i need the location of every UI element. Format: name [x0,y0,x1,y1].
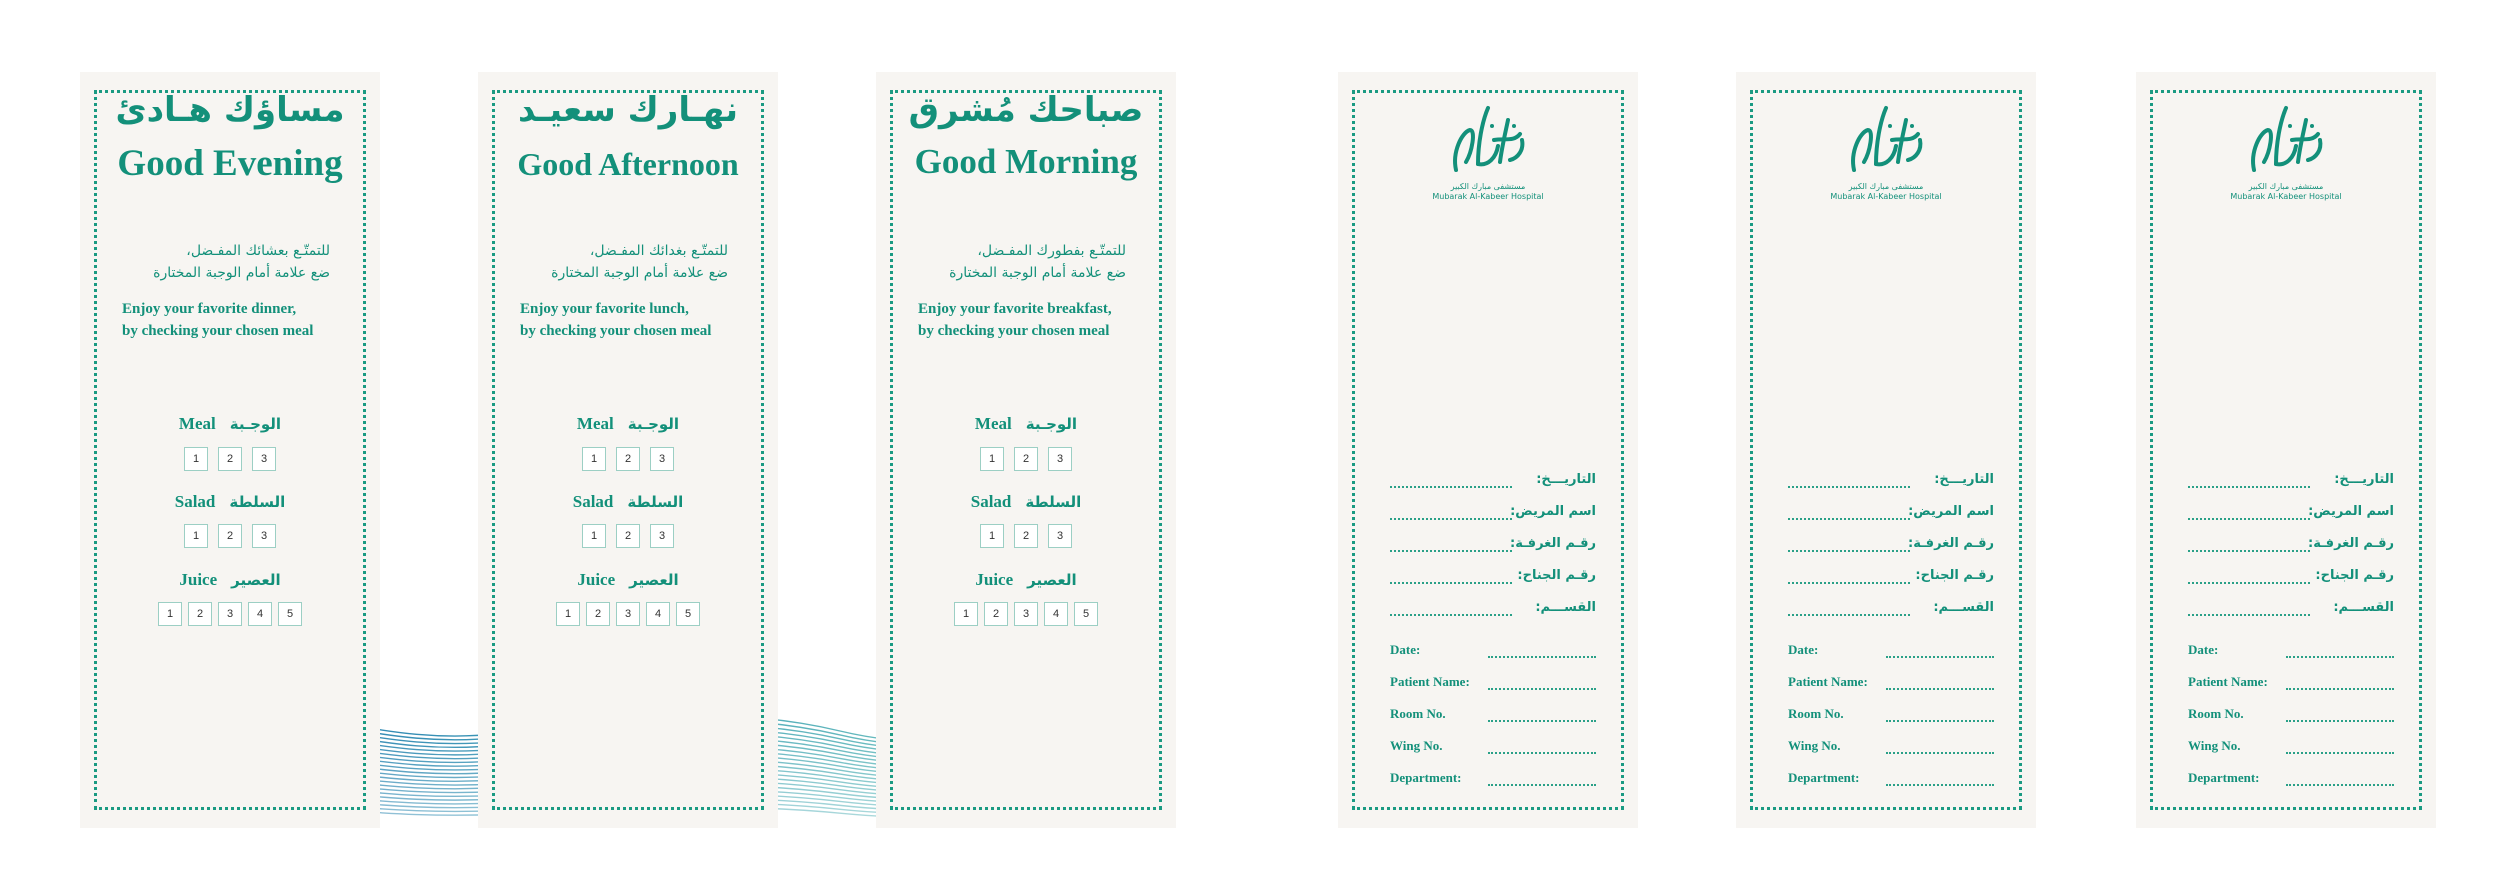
salad-options [478,524,778,548]
logo-subtitle-ar: مستشفى مبارك الكبير [1450,182,1526,191]
hospital-logo [1736,100,2036,202]
juice-option-4[interactable]: 4 [1044,602,1068,626]
card-title-en: Good Evening [117,143,343,184]
field-label-en: Room No. [1788,706,1844,721]
field-input-line-ar[interactable] [1788,486,1910,488]
field-input-line-ar[interactable] [1390,486,1512,488]
calligraphy-logo-icon [1448,100,1528,178]
logo-subtitle-en: Mubarak Al-Kabeer Hospital [2230,192,2342,201]
juice-option-2[interactable]: 2 [188,602,212,626]
juice-option-2[interactable]: 2 [586,602,610,626]
meal-option-2[interactable]: 2 [1014,447,1038,471]
hospital-logo [2136,100,2436,202]
field-label-en: Room No. [1390,706,1446,721]
field-label-en: Date: [2188,642,2219,657]
salad-option-3[interactable]: 3 [252,524,276,548]
card-title-ar: صباحك مُشرق [908,90,1144,130]
instruction-ar: للتمتّـع بعشائك المفـضل، ضع علامة أمام الوجبة المختارة [153,243,330,281]
card-title-ar: نهـارك سعيـد [518,90,738,130]
juice-label: Juice العصير [179,570,281,589]
salad-label: Salad السلطة [572,492,684,511]
field-label-en: Date: [1390,642,1421,657]
field-label-en: Department: [1788,770,1860,785]
field-input-line-en[interactable] [2286,784,2394,786]
field-input-line-ar[interactable] [1788,582,1910,584]
salad-options [876,524,1176,548]
menu-card-evening [80,72,380,828]
field-label-en: Patient Name: [2188,674,2268,689]
instruction-ar: للتمتّـع بغدائك المفـضل، ضع علامة أمام الوجبة المختارة [551,243,728,281]
field-label-ar: التاريـــخ: [1536,472,1596,487]
meal-option-1[interactable]: 1 [980,447,1004,471]
calligraphy-logo-icon [1846,100,1926,178]
meal-option-2[interactable]: 2 [218,447,242,471]
juice-option-5[interactable]: 5 [278,602,302,626]
logo-subtitle-en: Mubarak Al-Kabeer Hospital [1432,192,1544,201]
logo-subtitle-en: Mubarak Al-Kabeer Hospital [1830,192,1942,201]
menu-card-morning [876,72,1176,828]
field-input-line-en[interactable] [1488,784,1596,786]
field-input-line-ar[interactable] [1390,550,1512,552]
field-input-line-en[interactable] [1488,688,1596,690]
instruction-ar: للتمتّـع بفطورك المفـضل، ضع علامة أمام الوجبة المختارة [949,243,1126,281]
juice-option-1[interactable]: 1 [556,602,580,626]
instruction-en: Enjoy your favorite lunch, by checking your chosen meal [520,301,712,339]
field-label-ar: رقـم الغرفـة: [1510,536,1596,551]
field-input-line-ar[interactable] [1788,614,1910,616]
field-label-ar: التاريـــخ: [1934,472,1994,487]
field-input-line-ar[interactable] [1788,518,1910,520]
field-input-line-en[interactable] [1886,720,1994,722]
salad-option-3[interactable]: 3 [650,524,674,548]
field-label-en: Department: [2188,770,2260,785]
field-label-ar: القســـم: [1933,600,1994,615]
field-input-line-en[interactable] [1488,720,1596,722]
field-label-ar: القســـم: [1535,600,1596,615]
field-label-ar: اسم المريض: [2308,504,2394,519]
meal-option-1[interactable]: 1 [582,447,606,471]
logo-subtitle-ar: مستشفى مبارك الكبير [2248,182,2324,191]
meal-options [478,447,778,471]
field-input-line-ar[interactable] [2188,486,2310,488]
salad-option-2[interactable]: 2 [218,524,242,548]
juice-option-1[interactable]: 1 [158,602,182,626]
salad-label: Salad السلطة [174,492,286,511]
field-input-line-ar[interactable] [1390,518,1512,520]
salad-option-1[interactable]: 1 [980,524,1004,548]
juice-options [478,602,778,626]
meal-label: Meal الوجـبة [178,414,282,433]
meal-label: Meal الوجـبة [576,414,680,433]
calligraphy-logo-icon [2246,100,2326,178]
salad-option-3[interactable]: 3 [1048,524,1072,548]
field-label-en: Wing No. [1390,738,1443,753]
salad-option-2[interactable]: 2 [1014,524,1038,548]
juice-option-4[interactable]: 4 [248,602,272,626]
field-input-line-en[interactable] [2286,656,2394,658]
field-input-line-ar[interactable] [2188,614,2310,616]
card-title-ar: مساؤك هـادئ [115,90,345,130]
juice-label: Juice العصير [975,570,1077,589]
card-title-en: Good Afternoon [517,146,739,182]
patient-info-card [1338,72,1638,828]
field-label-en: Date: [1788,642,1819,657]
salad-label: Salad السلطة [970,492,1082,511]
juice-label: Juice العصير [577,570,679,589]
field-input-line-en[interactable] [2286,752,2394,754]
juice-option-4[interactable]: 4 [646,602,670,626]
field-label-ar: القســـم: [2333,600,2394,615]
field-label-ar: رقـم الغرفـة: [1908,536,1994,551]
field-label-en: Department: [1390,770,1462,785]
field-input-line-en[interactable] [1886,784,1994,786]
field-label-en: Wing No. [1788,738,1841,753]
field-label-ar: رقـم الجناح: [1915,568,1994,583]
field-input-line-en[interactable] [1886,656,1994,658]
field-input-line-ar[interactable] [2188,550,2310,552]
instruction-en: Enjoy your favorite dinner, by checking your chosen meal [122,301,314,339]
field-label-en: Room No. [2188,706,2244,721]
field-input-line-en[interactable] [1886,752,1994,754]
field-input-line-en[interactable] [2286,688,2394,690]
field-label-en: Patient Name: [1390,674,1470,689]
meal-option-3[interactable]: 3 [650,447,674,471]
hospital-logo [1338,100,1638,202]
field-label-ar: اسم المريض: [1908,504,1994,519]
field-label-ar: رقـم الغرفـة: [2308,536,2394,551]
salad-option-1[interactable]: 1 [582,524,606,548]
meal-label: Meal الوجـبة [974,414,1078,433]
logo-subtitle-ar: مستشفى مبارك الكبير [1848,182,1924,191]
patient-info-card [2136,72,2436,828]
salad-option-2[interactable]: 2 [616,524,640,548]
field-input-line-ar[interactable] [1788,550,1910,552]
field-label-en: Wing No. [2188,738,2241,753]
field-label-ar: التاريـــخ: [2334,472,2394,487]
meal-option-1[interactable]: 1 [184,447,208,471]
juice-option-5[interactable]: 5 [1074,602,1098,626]
juice-option-3[interactable]: 3 [1014,602,1038,626]
meal-options [80,447,380,471]
meal-option-3[interactable]: 3 [252,447,276,471]
juice-option-3[interactable]: 3 [616,602,640,626]
field-input-line-en[interactable] [1488,752,1596,754]
instruction-en: Enjoy your favorite breakfast, by checking your chosen meal [918,301,1112,339]
field-input-line-ar[interactable] [2188,518,2310,520]
salad-option-1[interactable]: 1 [184,524,208,548]
juice-options [80,602,380,626]
card-title-en: Good Morning [914,142,1138,181]
field-input-line-en[interactable] [1886,688,1994,690]
juice-option-2[interactable]: 2 [984,602,1008,626]
field-label-ar: اسم المريض: [1510,504,1596,519]
salad-options [80,524,380,548]
patient-info-card [1736,72,2036,828]
juice-option-3[interactable]: 3 [218,602,242,626]
juice-option-1[interactable]: 1 [954,602,978,626]
juice-option-5[interactable]: 5 [676,602,700,626]
meal-option-2[interactable]: 2 [616,447,640,471]
field-input-line-ar[interactable] [1390,582,1512,584]
field-input-line-en[interactable] [1488,656,1596,658]
menu-card-afternoon [478,72,778,828]
meal-option-3[interactable]: 3 [1048,447,1072,471]
field-input-line-en[interactable] [2286,720,2394,722]
meal-options [876,447,1176,471]
field-label-en: Patient Name: [1788,674,1868,689]
field-label-ar: رقـم الجناح: [2315,568,2394,583]
field-input-line-ar[interactable] [1390,614,1512,616]
field-input-line-ar[interactable] [2188,582,2310,584]
juice-options [876,602,1176,626]
field-label-ar: رقـم الجناح: [1517,568,1596,583]
